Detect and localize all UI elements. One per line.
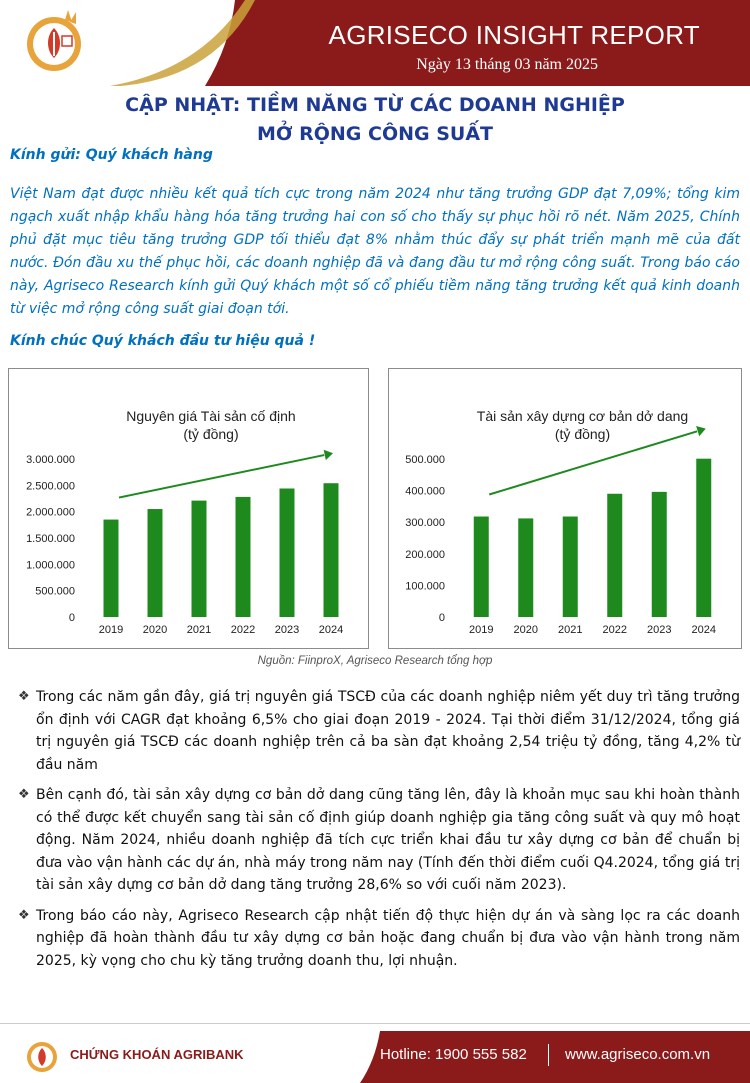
chart-svg-0: [9, 369, 368, 648]
bar-2023: [652, 492, 667, 617]
bar-2019: [104, 520, 119, 617]
y-tick-label: 0: [438, 612, 445, 624]
bullet-item: [18, 686, 740, 776]
y-tick-label: 500.000: [35, 585, 75, 598]
bullet-item: [18, 905, 740, 973]
bar-2021: [563, 517, 578, 617]
diamond-bullet-icon: ❖: [18, 689, 30, 704]
y-tick-label: 300.000: [405, 517, 445, 530]
greeting: Kính gửi: Quý khách hàng: [10, 147, 213, 163]
y-tick-label: 200.000: [405, 548, 445, 561]
source-note: Nguồn: FiinproX, Agriseco Research tổng hợp: [257, 655, 493, 667]
x-tick-label: 2023: [274, 624, 300, 636]
bullet-text: Bên cạnh đó, tài sản xây dựng cơ bản dở dang cũng tăng lên, đây là khoản mục sau khi hoàn thành có thể được kết chuyển sang tài sản cố định giúp doanh nghiệp gia tăng công suất và quy mô hoạt động. Năm 2024, nhiều doanh nghiệp đã tích cực triển khai đầu tư xây dựng cơ bản để chuẩn bị đưa vào vận hành các dự án, nhà máy trong năm nay (Tính đến thời điểm cuối Q4.2024, tổng giá trị tài sản xây dựng cơ bản dở dang tăng trưởng 28,6% so với cuối năm 2023).: [36, 787, 740, 893]
bullet-text: Trong các năm gần đây, giá trị nguyên giá TSCĐ của các doanh nghiệp niêm yết duy trì tăng trưởng ổn định với CAGR đạt khoảng 6,5% cho giai đoạn 2019 - 2024. Tại thời điểm 31/12/2024, tổng giá trị nguyên giá TSCĐ các doanh nghiệp trên cả ba sàn đạt khoảng 2,54 triệu tỷ đồng, tăng 4,2% từ đầu năm: [36, 689, 740, 773]
chart-fixed-assets: [8, 368, 369, 649]
report-title: AGRISECO INSIGHT REPORT: [328, 20, 700, 50]
footer-divider: [0, 1023, 750, 1024]
website-link[interactable]: www.agriseco.com.vn: [565, 1046, 711, 1063]
intro-paragraph: Việt Nam đạt được nhiều kết quả tích cực trong năm 2024 như tăng trưởng GDP đạt 7,09%; tổng kim ngạch xuất nhập khẩu hàng hóa tăng trưởng hai con số cho thấy sự phục hồi rõ nét. Năm 2025, Chính phủ đặt mục tiêu tăng trưởng GDP tối thiểu đạt 8% nhằm thúc đẩy sự phát triển mạnh mẽ của đất nước. Đón đầu xu thế phục hồi, các doanh nghiệp đã và đang đầu tư mở rộng công suất. Trong báo cáo này, Agriseco Research kính gửi Quý khách một số cổ phiếu tiềm năng tăng trưởng kết quả kinh doanh từ việc mở rộng công suất giai đoạn tới.: [10, 186, 740, 317]
bar-2020: [148, 509, 163, 617]
bullet-text: Trong báo cáo này, Agriseco Research cập nhật tiến độ thực hiện dự án và sàng lọc ra các doanh nghiệp đã hoàn thành đầu tư xây dựng cơ bản hoặc đang chuẩn bị đưa vào vận hành trong năm 2025, kỳ vọng cho chu kỳ tăng trưởng doanh thu, lợi nhuận.: [36, 907, 740, 969]
footer-separator: [548, 1044, 549, 1066]
x-tick-label: 2019: [98, 624, 124, 636]
x-tick-label: 2024: [691, 624, 716, 636]
x-tick-label: 2024: [318, 624, 344, 636]
trend-arrow-head: [696, 426, 706, 436]
bullet-item: [18, 784, 740, 897]
bullet-list: [18, 686, 740, 980]
y-tick-label: 1.500.000: [26, 533, 75, 545]
footer-logo: [22, 1036, 62, 1076]
report-date: Ngày 13 tháng 03 năm 2025: [416, 56, 598, 73]
y-tick-label: 2.000.000: [26, 506, 75, 519]
closing-line: Kính chúc Quý khách đầu tư hiệu quả !: [10, 333, 316, 349]
bar-2022: [236, 497, 251, 617]
y-tick-label: 100.000: [405, 580, 445, 593]
diamond-bullet-icon: ❖: [18, 787, 30, 802]
chart-construction-in-progress: [388, 368, 742, 649]
y-tick-label: 2.500.000: [26, 480, 75, 493]
bar-2024: [696, 459, 711, 617]
chart-subtitle: (tỷ đồng): [183, 426, 239, 442]
bar-2020: [518, 518, 533, 617]
y-tick-label: 0: [68, 612, 75, 624]
chart-svg-1: [389, 369, 741, 648]
chart-title: Nguyên giá Tài sản cố định: [126, 408, 296, 424]
x-tick-label: 2021: [186, 624, 212, 636]
y-tick-label: 1.000.000: [26, 559, 75, 572]
x-tick-label: 2019: [469, 624, 494, 636]
diamond-bullet-icon: ❖: [18, 907, 30, 923]
bar-2023: [280, 488, 295, 617]
x-tick-label: 2020: [142, 624, 168, 636]
x-tick-label: 2020: [513, 624, 538, 636]
bar-2024: [324, 483, 339, 617]
bar-2019: [474, 517, 489, 617]
hotline[interactable]: Hotline: 1900 555 582: [380, 1046, 527, 1063]
bar-2021: [192, 501, 207, 617]
trend-arrow-head: [324, 450, 333, 460]
x-tick-label: 2021: [558, 624, 583, 636]
bar-2022: [607, 494, 622, 617]
x-tick-label: 2022: [602, 624, 627, 636]
x-tick-label: 2022: [230, 624, 256, 636]
agriseco-logo: [18, 6, 90, 78]
footer-brand: CHỨNG KHOÁN AGRIBANK: [70, 1047, 244, 1062]
page-title-line-1: CẬP NHẬT: TIỀM NĂNG TỪ CÁC DOANH NGHIỆP: [125, 94, 625, 116]
page-title-line-2: MỞ RỘNG CÔNG SUẤT: [257, 123, 493, 145]
y-tick-label: 3.000.000: [26, 454, 75, 466]
x-tick-label: 2023: [647, 624, 672, 636]
y-tick-label: 400.000: [405, 485, 445, 498]
y-tick-label: 500.000: [405, 454, 445, 466]
chart-subtitle: (tỷ đồng): [554, 426, 611, 442]
chart-title: Tài sản xây dựng cơ bản dở dang: [476, 408, 689, 424]
